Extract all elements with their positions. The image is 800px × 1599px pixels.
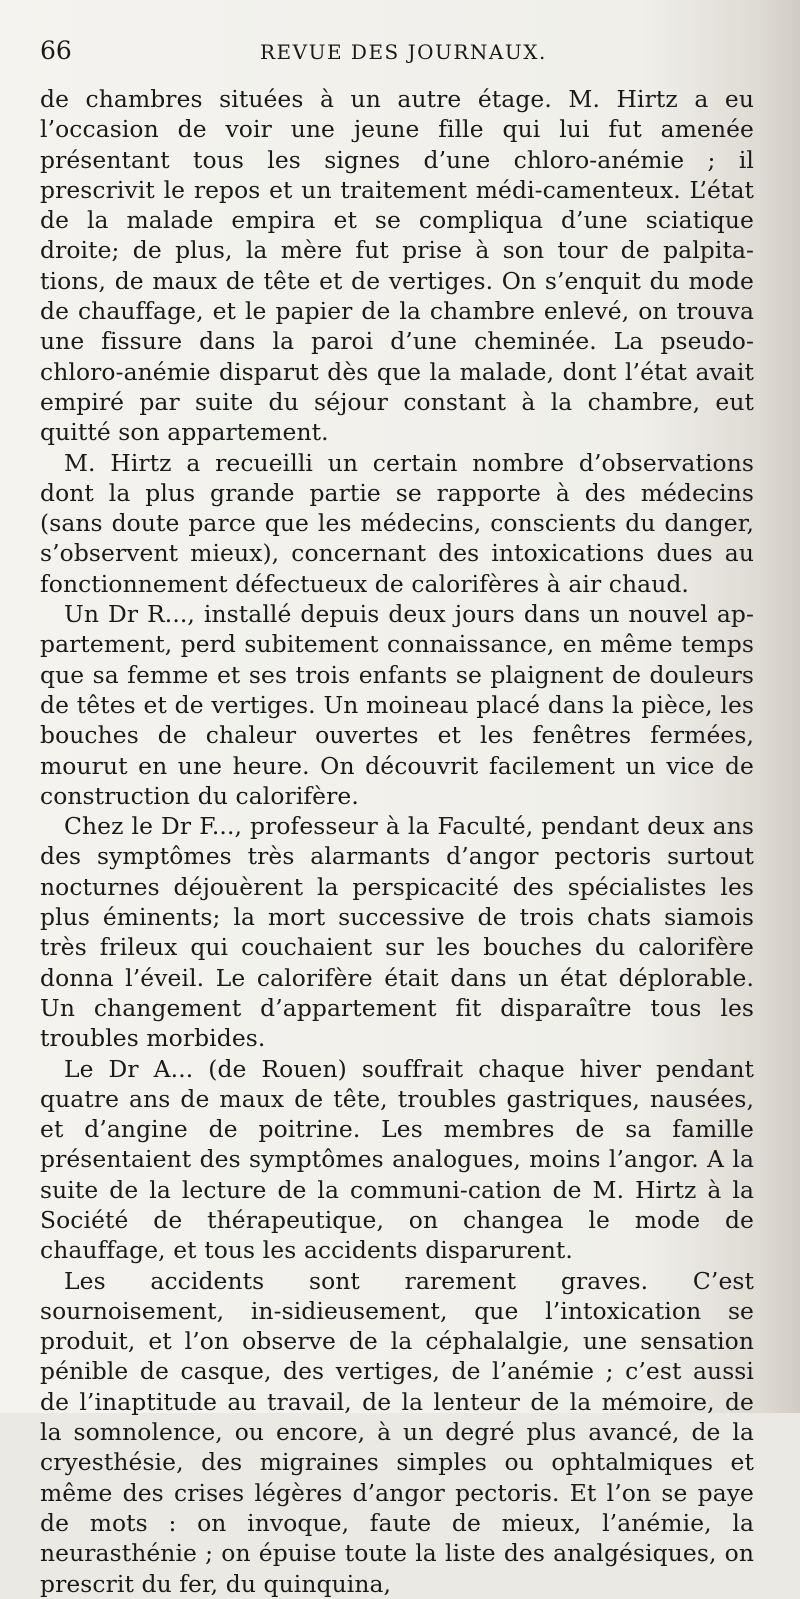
page-number: 66 <box>40 36 72 65</box>
article-body <box>40 84 754 1599</box>
paragraph: de chambres situées à un autre étage. M. Hirtz a eu l’occasion de voir une jeune fille qui lui fut amenée présentant tous les signes d’une chloro-anémie ; il prescrivit le repos et un traitement médi-camenteux. L’état de la malade empira et se compliqua d’une sciatique droite; de plus, la mère fut prise à son tour de palpita-tions, de maux de tête et de vertiges. On s’enquit du mode de chauffage, et le papier de la chambre enlevé, on trouva une fissure dans la paroi d’une cheminée. La pseudo-chloro-anémie disparut dès que la malade, dont l’état avait empiré par suite du séjour constant à la chambre, eut quitté son appartement. <box>40 85 754 447</box>
paragraph: Un Dr R..., installé depuis deux jours dans un nouvel ap-partement, perd subitement connaissance, en même temps que sa femme et ses trois enfants se plaignent de douleurs de têtes et de vertiges. Un moineau placé dans la pièce, les bouches de chaleur ouvertes et les fenêtres fermées, mourut en une heure. On découvrit facilement un vice de construction du calorifère. <box>40 600 754 810</box>
paragraph: Le Dr A... (de Rouen) souffrait chaque hiver pendant quatre ans de maux de tête, troubles gastriques, nausées, et d’angine de poitrine. Les membres de sa famille présentaient des symptômes analogues, moins l’angor. A la suite de la lecture de la communi-cation de M. Hirtz à la Société de thérapeutique, on changea le mode de chauffage, et tous les accidents disparurent. <box>40 1054 754 1265</box>
running-title: REVUE DES JOURNAUX. <box>260 40 547 64</box>
paragraph: Chez le Dr F..., professeur à la Faculté, pendant deux ans des symptômes très alarmants d’angor pectoris surtout nocturnes déjouèrent la perspicacité des spécialistes les plus éminents; la mort successive de trois chats siamois très frileux qui couchaient sur les bouches du calorifère donna l’éveil. Le calorifère était dans un état déplorable. Un changement d’appartement fit disparaître tous les troubles morbides. <box>40 812 754 1053</box>
page-header <box>40 36 754 76</box>
paragraph: M. Hirtz a recueilli un certain nombre d’observations dont la plus grande partie se rapporte à des médecins (sans doute parce que les médecins, conscients du danger, s’observent mieux), concernant des intoxications dues au fonctionnement défectueux de calorifères à air chaud. <box>40 448 754 598</box>
paragraph: Les accidents sont rarement graves. C’est sournoisement, in-sidieusement, que l’intoxication se produit, et l’on observe de la céphalalgie, une sensation pénible de casque, des vertiges, de l’anémie ; c’est aussi de l’inaptitude au travail, de la lenteur de la mémoire, de la somnolence, ou encore, à un degré plus avancé, de la cryesthésie, des migraines simples ou ophtalmiques et même des crises légères d’angor pectoris. Et l’on se paye de mots : on invoque, faute de mieux, l’anémie, la neurasthénie ; on épuise toute la liste des analgésiques, on prescrit du fer, du quinquina, <box>40 1266 754 1598</box>
